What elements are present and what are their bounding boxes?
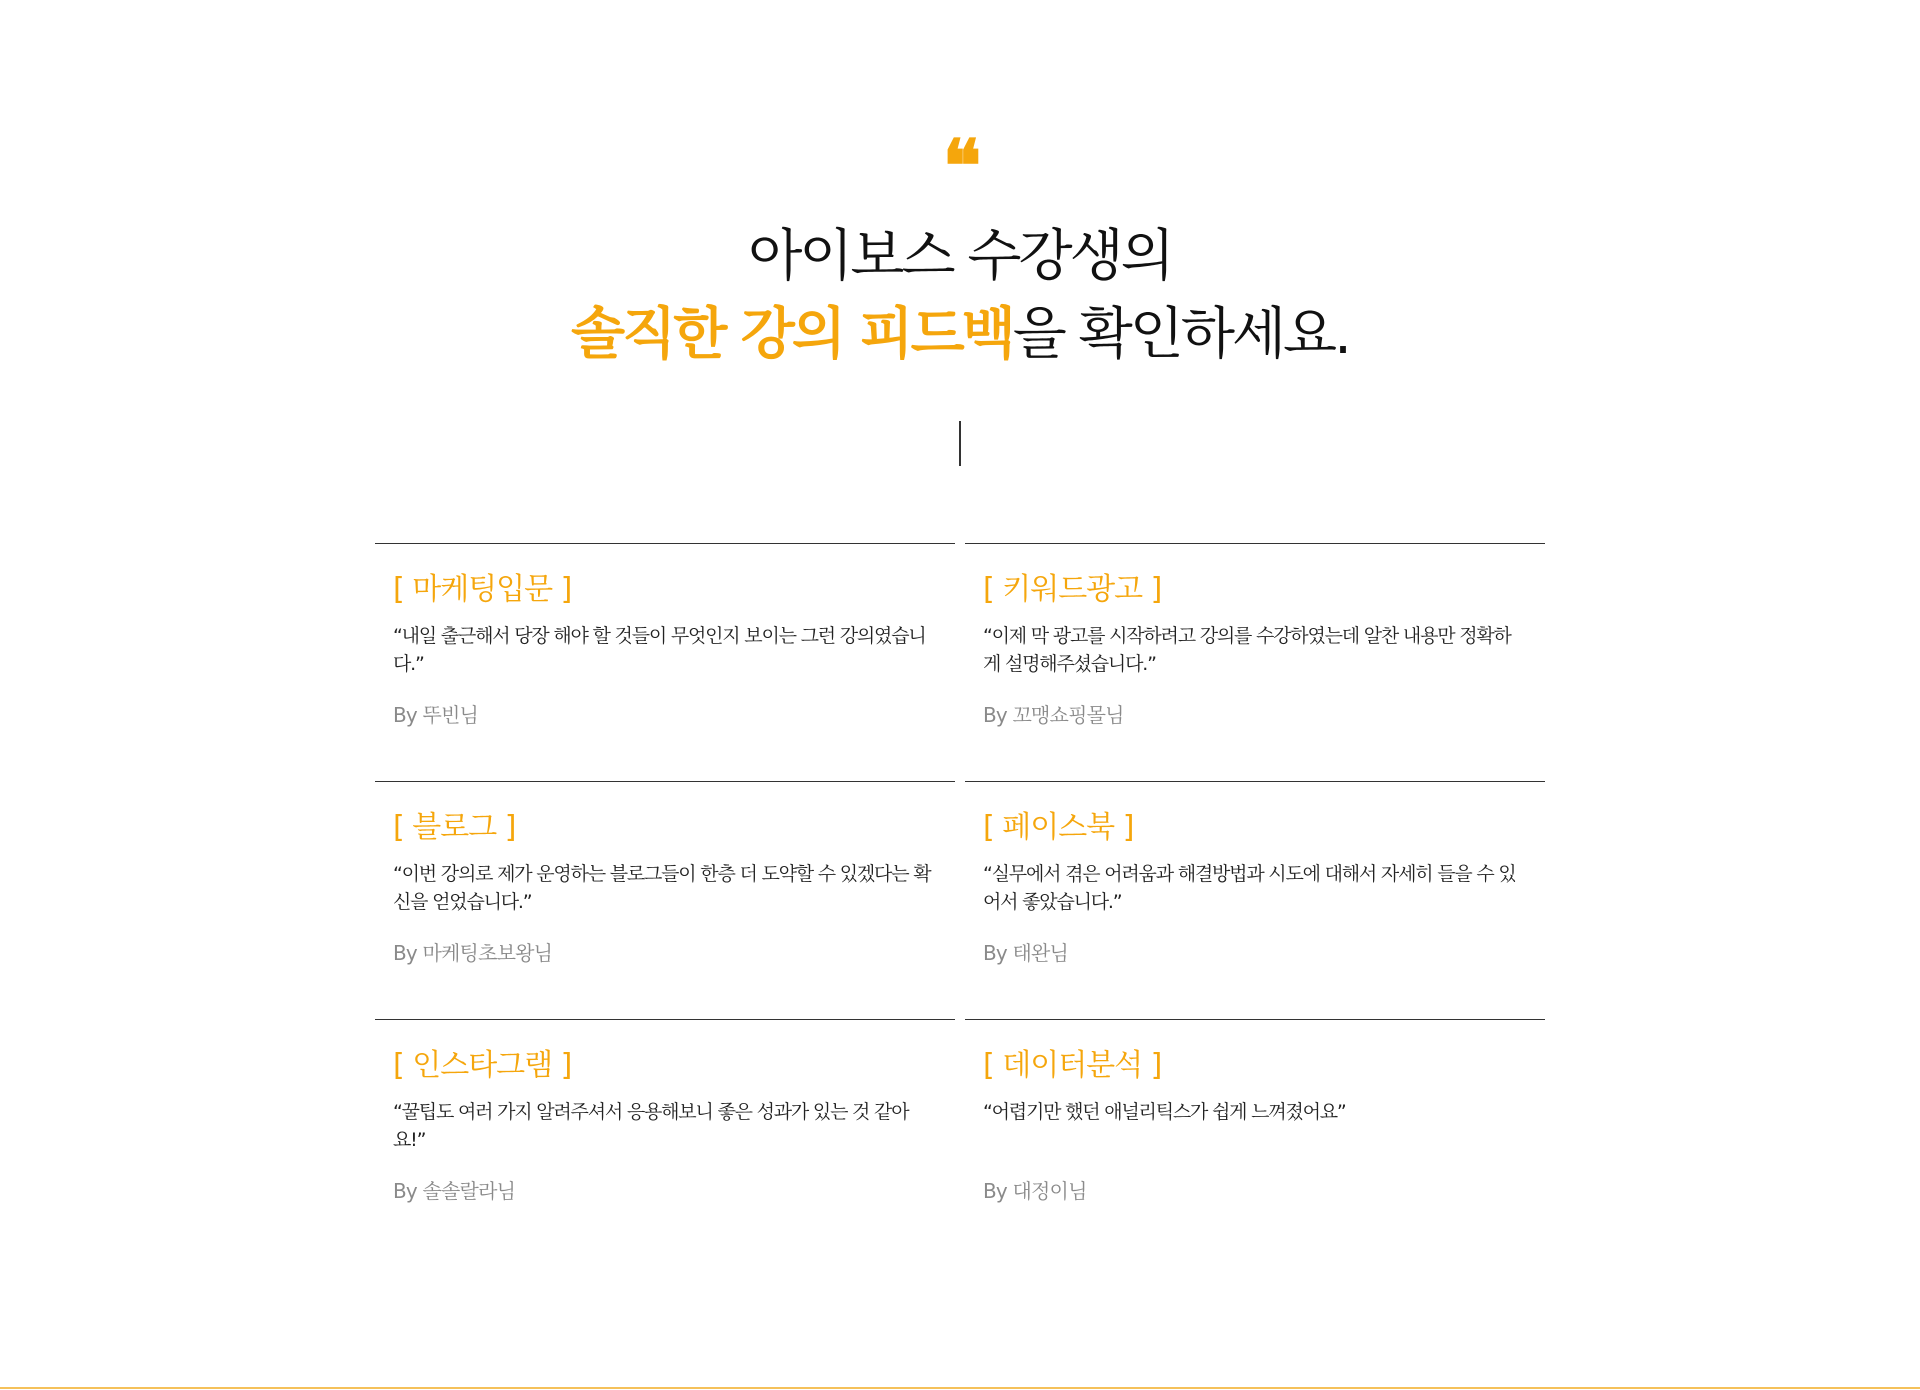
review-card-blog	[375, 781, 955, 1019]
page-title	[0, 218, 1920, 374]
headline-accent: 솔직한 강의 피드백	[571, 302, 1013, 367]
review-category: [ 페이스북 ]	[983, 810, 1134, 845]
review-card-marketing-intro	[375, 543, 955, 781]
review-card-data-analysis	[965, 1019, 1545, 1257]
review-quote: “어렵기만 했던 애널리틱스가 쉽게 느껴졌어요”	[983, 1101, 1346, 1123]
headline-line-1: 아이보스 수강생의	[748, 224, 1172, 289]
review-category: [ 데이터분석 ]	[983, 1048, 1162, 1083]
bottom-divider	[0, 1387, 1920, 1389]
review-author: By 꼬맹쇼핑몰님	[983, 703, 1124, 727]
review-category: [ 마케팅입문 ]	[393, 572, 572, 607]
review-category: [ 인스타그램 ]	[393, 1048, 572, 1083]
review-author: By 태완님	[983, 941, 1069, 965]
review-card-facebook	[965, 781, 1545, 1019]
review-quote: “꿀팁도 여러 가지 알려주셔서 응용해보니 좋은 성과가 있는 것 같아요!”	[393, 1101, 909, 1151]
review-author: By 마케팅초보왕님	[393, 941, 553, 965]
review-author: By 솔솔랄라님	[393, 1179, 516, 1203]
review-quote: “내일 출근해서 당장 해야 할 것들이 무엇인지 보이는 그런 강의였습니다.”	[393, 625, 926, 675]
vertical-divider	[959, 421, 961, 466]
review-grid	[375, 543, 1545, 1257]
quote-mark-icon: ❝	[942, 123, 978, 208]
review-card-keyword-ads	[965, 543, 1545, 781]
review-category: [ 블로그 ]	[393, 810, 516, 845]
review-author: By 뚜빈님	[393, 703, 479, 727]
review-card-instagram	[375, 1019, 955, 1257]
review-author: By 대정이님	[983, 1179, 1087, 1203]
review-quote: “이번 강의로 제가 운영하는 블로그들이 한층 더 도약할 수 있겠다는 확신을 얻었습니다.”	[393, 863, 931, 913]
review-category: [ 키워드광고 ]	[983, 572, 1162, 607]
review-quote: “이제 막 광고를 시작하려고 강의를 수강하였는데 알찬 내용만 정확하게 설명해주셨습니다.”	[983, 625, 1511, 675]
review-quote: “실무에서 겪은 어려움과 해결방법과 시도에 대해서 자세히 들을 수 있어서 좋았습니다.”	[983, 863, 1516, 913]
headline-line-2-rest: 을 확인하세요.	[1012, 302, 1349, 367]
